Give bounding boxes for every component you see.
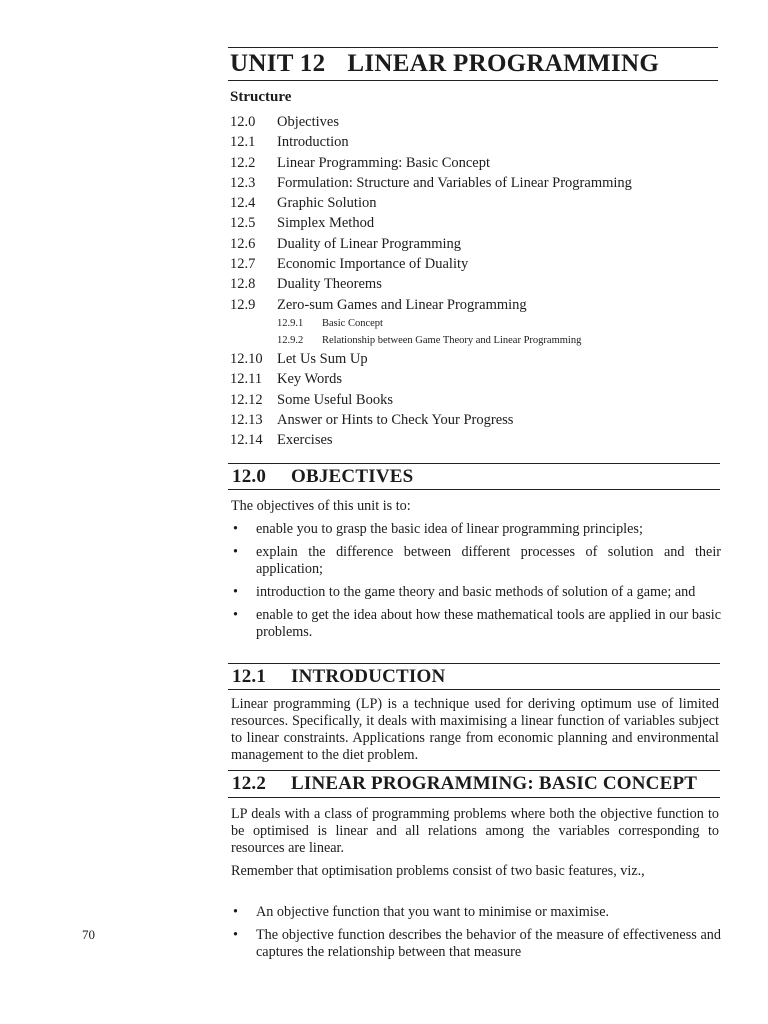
list-item: • enable you to grasp the basic idea of linear programming principles; bbox=[233, 521, 643, 537]
toc-item: 12.2 Linear Programming: Basic Concept bbox=[230, 154, 491, 171]
title-top-rule bbox=[228, 47, 718, 48]
title-bottom-rule bbox=[228, 80, 718, 81]
page-number: 70 bbox=[82, 927, 95, 942]
toc-item: 12.1 Introduction bbox=[230, 134, 349, 151]
introduction-bottom-rule bbox=[228, 689, 720, 690]
table-of-contents bbox=[230, 112, 730, 450]
toc-item: 12.4 Graphic Solution bbox=[230, 195, 377, 212]
toc-item: 12.14 Exercises bbox=[230, 432, 333, 449]
toc-item: 12.13 Answer or Hints to Check Your Progress bbox=[230, 411, 514, 428]
toc-item: 12.6 Duality of Linear Programming bbox=[230, 235, 462, 252]
list-item: • The objective function describes the behavior of the measure of effectiveness and captures the relationship between that measure bbox=[233, 927, 721, 960]
basic-concept-paragraph-1: LP deals with a class of programming problems where both the objective function to be optimised is linear and all relations among the variables corresponding to resources are linear. bbox=[231, 806, 719, 856]
section-heading-basic-concept: 12.2 LINEAR PROGRAMMING: BASIC CONCEPT bbox=[232, 773, 698, 794]
basic-concept-bottom-rule bbox=[228, 797, 720, 798]
list-item: • An objective function that you want to minimise or maximise. bbox=[233, 904, 610, 920]
toc-item: 12.9 Zero-sum Games and Linear Programming bbox=[230, 296, 527, 313]
toc-item: 12.3 Formulation: Structure and Variables of Linear Programming bbox=[230, 174, 632, 191]
basic-concept-top-rule bbox=[228, 770, 720, 771]
toc-item: 12.8 Duality Theorems bbox=[230, 276, 382, 293]
introduction-body: Linear programming (LP) is a technique used for deriving optimum use of limited resources. Specifically, it deals with maximising a linear function of variables subject to linear constraints. Applications range from economic planning and environmental management to the diet problem. bbox=[231, 696, 719, 763]
toc-item: 12.7 Economic Importance of Duality bbox=[230, 256, 469, 273]
structure-heading: Structure bbox=[230, 89, 292, 105]
list-item: • enable to get the idea about how these mathematical tools are applied in our basic problems. bbox=[233, 607, 721, 640]
objectives-list bbox=[231, 521, 721, 641]
toc-item: 12.11 Key Words bbox=[230, 371, 343, 388]
section-heading-introduction: 12.1 INTRODUCTION bbox=[232, 666, 446, 687]
basic-concept-paragraph-2: Remember that optimisation problems consist of two basic features, viz., bbox=[231, 863, 645, 879]
list-item: • explain the difference between different processes of solution and their application; bbox=[233, 544, 721, 577]
unit-number: UNIT 12 bbox=[230, 50, 326, 77]
list-item: • introduction to the game theory and basic methods of solution of a game; and bbox=[233, 584, 696, 600]
objectives-top-rule bbox=[228, 463, 720, 464]
introduction-top-rule bbox=[228, 663, 720, 664]
objectives-intro: The objectives of this unit is to: bbox=[231, 498, 411, 514]
unit-title bbox=[230, 50, 659, 78]
toc-item: 12.5 Simplex Method bbox=[230, 215, 375, 232]
toc-item: 12.10 Let Us Sum Up bbox=[230, 350, 368, 367]
toc-subitem: 12.9.1 Basic Concept bbox=[277, 317, 383, 329]
section-heading-objectives: 12.0 OBJECTIVES bbox=[232, 466, 414, 487]
toc-subitem: 12.9.2 Relationship between Game Theory and Linear Programming bbox=[277, 334, 582, 346]
basic-concept-list bbox=[231, 904, 721, 961]
unit-title-text: LINEAR PROGRAMMING bbox=[347, 50, 660, 77]
objectives-bottom-rule bbox=[228, 489, 720, 490]
toc-item: 12.12 Some Useful Books bbox=[230, 391, 393, 408]
toc-item: 12.0 Objectives bbox=[230, 114, 340, 130]
